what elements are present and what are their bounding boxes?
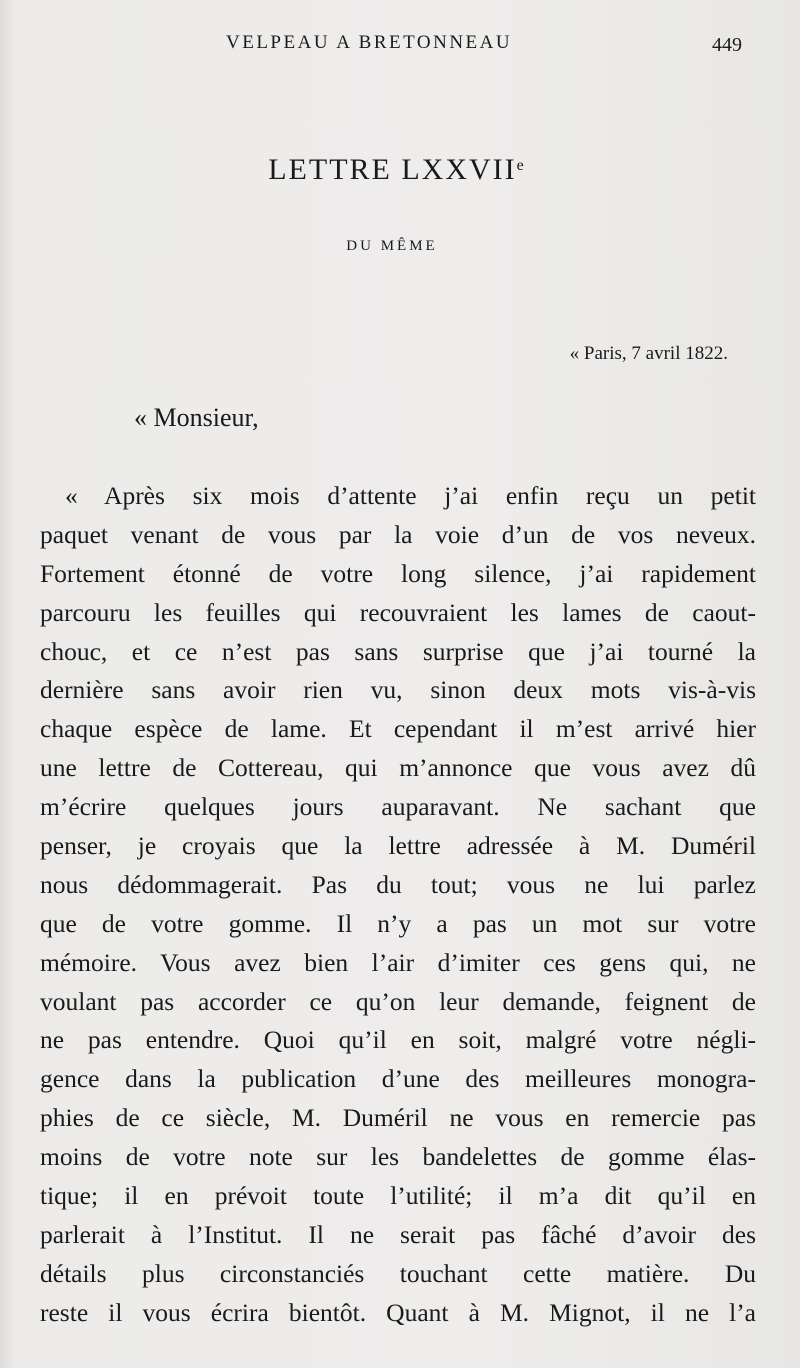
letter-subtitle: DU MÊME (346, 238, 438, 254)
page-number: 449 (712, 34, 742, 56)
body-line: paquet venant de vous par la voie d’un de vos neveux. (40, 519, 756, 549)
letter-title (0, 153, 796, 187)
body-line: une lettre de Cottereau, qui m’annonce que vous avez dû (40, 753, 756, 783)
body-line: voulant pas accorder ce qu’on leur demande, feignent de (40, 986, 756, 1016)
body-line: Fortement étonné de votre long silence, j’ai rapidement (40, 558, 756, 588)
body-line: ne pas entendre. Quoi qu’il en soit, malgré votre négli- (40, 1025, 756, 1055)
body-line: nous dédommagerait. Pas du tout; vous ne lui parlez (40, 869, 756, 899)
body-line: phies de ce siècle, M. Duméril ne vous en remercie pas (40, 1103, 756, 1133)
body-line: moins de votre note sur les bandelettes de gomme élas- (40, 1142, 756, 1172)
running-title: VELPEAU A BRETONNEAU (226, 32, 513, 53)
body-line: parlerait à l’Institut. Il ne serait pas fâché d’avoir des (40, 1219, 756, 1249)
letter-title-text: LETTRE LXXVII (268, 153, 517, 186)
body-line: chaque espèce de lame. Et cependant il m’est arrivé hier (40, 714, 756, 744)
body-line: penser, je croyais que la lettre adressée à M. Duméril (40, 831, 756, 861)
body-line: détails plus circonstanciés touchant cette matière. Du (40, 1258, 756, 1288)
letter-title-superscript: e (516, 157, 524, 174)
body-line: mémoire. Vous avez bien l’air d’imiter ces gens qui, ne (40, 947, 756, 977)
body-line: tique; il en prévoit toute l’utilité; il m’a dit qu’il en (40, 1181, 756, 1211)
body-line: chouc, et ce n’est pas sans surprise que j’ai tourné la (40, 636, 756, 666)
dateline: « Paris, 7 avril 1822. (569, 343, 728, 364)
running-header (0, 32, 800, 62)
body-line: gence dans la publication d’une des meilleures monogra- (40, 1064, 756, 1094)
body-line: dernière sans avoir rien vu, sinon deux mots vis-à-vis (40, 675, 756, 705)
body-line: parcouru les feuilles qui recouvraient les lames de caout- (40, 597, 756, 627)
body-line: que de votre gomme. Il n’y a pas un mot sur votre (40, 908, 756, 938)
letter-body (40, 477, 756, 1333)
body-line: « Après six mois d’attente j’ai enfin reçu un petit (65, 481, 756, 510)
salutation: « Monsieur, (134, 403, 259, 432)
body-line: reste il vous écrira bientôt. Quant à M. Mignot, il ne l’a (40, 1297, 756, 1327)
body-line: m’écrire quelques jours auparavant. Ne sachant que (40, 792, 756, 822)
